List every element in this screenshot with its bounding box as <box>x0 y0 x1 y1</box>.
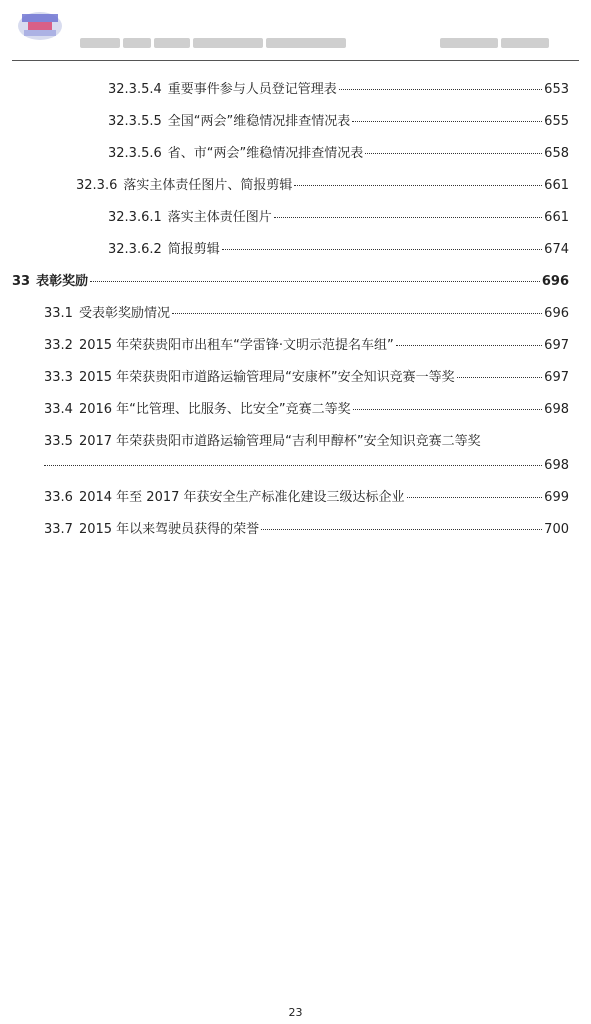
toc-entry[interactable] <box>44 522 569 538</box>
toc-number: 32.3.5.4 <box>108 82 162 97</box>
toc-title: 省、市“两会”维稳情况排查情况表 <box>167 146 364 161</box>
toc-entry[interactable] <box>108 82 569 98</box>
toc-number: 33.7 <box>44 522 73 537</box>
toc-page: 661 <box>544 178 569 193</box>
toc-title: 简报剪辑 <box>167 242 220 257</box>
toc-leader-dots <box>261 529 542 530</box>
toc-leader-dots <box>222 249 542 250</box>
toc-entry-continuation[interactable] <box>44 458 569 474</box>
toc-leader-dots <box>353 409 543 410</box>
toc-entry[interactable] <box>108 114 569 130</box>
toc-leader-dots <box>365 153 542 154</box>
toc-number: 33.1 <box>44 306 73 321</box>
toc-title: 2015 年荣获贵阳市出租车“学雷锋·文明示范提名车组” <box>78 338 394 353</box>
toc-title: 2017 年荣获贵阳市道路运输管理局“吉利甲醇杯”安全知识竞赛二等奖 <box>78 434 481 449</box>
toc-leader-dots <box>407 497 543 498</box>
toc-entry[interactable] <box>44 402 569 418</box>
toc-title: 表彰奖励 <box>36 274 89 289</box>
toc-page: 700 <box>544 522 569 537</box>
toc-page: 674 <box>544 242 569 257</box>
toc-title: 落实主体责任图片、简报剪辑 <box>123 178 293 193</box>
toc-chapter-entry[interactable] <box>12 274 569 290</box>
toc-page: 697 <box>544 370 569 385</box>
toc-number: 33.4 <box>44 402 73 417</box>
toc-page: 655 <box>544 114 569 129</box>
toc-page: 658 <box>544 146 569 161</box>
toc-title: 2016 年“比管理、比服务、比安全”竞赛二等奖 <box>78 402 351 417</box>
toc-page: 696 <box>541 274 569 289</box>
toc-entry[interactable] <box>108 146 569 162</box>
toc-entry[interactable] <box>44 338 569 354</box>
company-logo <box>14 6 66 46</box>
toc-leader-dots <box>294 185 542 186</box>
toc-entry[interactable] <box>108 210 569 226</box>
toc-entry[interactable] <box>76 178 569 194</box>
toc-page: 698 <box>544 402 569 417</box>
toc-number: 32.3.6.2 <box>108 242 162 257</box>
page-header <box>0 0 591 62</box>
toc-title: 2015 年荣获贵阳市道路运输管理局“安康杯”安全知识竞赛一等奖 <box>78 370 455 385</box>
header-company-name <box>80 38 346 48</box>
toc-number: 33.6 <box>44 490 73 505</box>
toc-number: 33 <box>12 274 31 289</box>
header-rule <box>12 60 579 61</box>
toc-number: 32.3.5.6 <box>108 146 162 161</box>
toc-leader-dots <box>352 121 542 122</box>
toc-title: 2015 年以来驾驶员获得的荣誉 <box>78 522 260 537</box>
toc-number: 32.3.6.1 <box>108 210 162 225</box>
toc-leader-dots <box>339 89 542 90</box>
toc-title: 受表彰奖励情况 <box>78 306 170 321</box>
toc-entry[interactable] <box>108 242 569 258</box>
toc-page: 653 <box>544 82 569 97</box>
toc-page: 696 <box>544 306 569 321</box>
toc-number: 33.2 <box>44 338 73 353</box>
toc-leader-dots <box>90 281 540 282</box>
toc-leader-dots <box>457 377 543 378</box>
toc-entry[interactable] <box>44 490 569 506</box>
toc-number: 32.3.5.5 <box>108 114 162 129</box>
toc-leader-dots <box>172 313 542 314</box>
toc-title: 2014 年至 2017 年获安全生产标准化建设三级达标企业 <box>78 490 405 505</box>
toc-title: 重要事件参与人员登记管理表 <box>167 82 337 97</box>
toc-title: 全国“两会”维稳情况排查情况表 <box>167 114 351 129</box>
header-doc-title <box>440 38 549 48</box>
toc-number: 32.3.6 <box>76 178 118 193</box>
toc-page: 661 <box>544 210 569 225</box>
toc-entry[interactable] <box>44 434 569 450</box>
toc-entry[interactable] <box>44 370 569 386</box>
toc-number: 33.5 <box>44 434 73 449</box>
toc-page: 697 <box>544 338 569 353</box>
toc-page: 698 <box>544 458 569 473</box>
toc-title: 落实主体责任图片 <box>167 210 272 225</box>
toc-leader-dots <box>396 345 542 346</box>
toc-entry[interactable] <box>44 306 569 322</box>
toc-leader-dots <box>274 217 542 218</box>
toc-number: 33.3 <box>44 370 73 385</box>
toc-leader-dots <box>44 465 542 466</box>
toc-page: 699 <box>544 490 569 505</box>
page-number: 23 <box>288 1006 303 1019</box>
